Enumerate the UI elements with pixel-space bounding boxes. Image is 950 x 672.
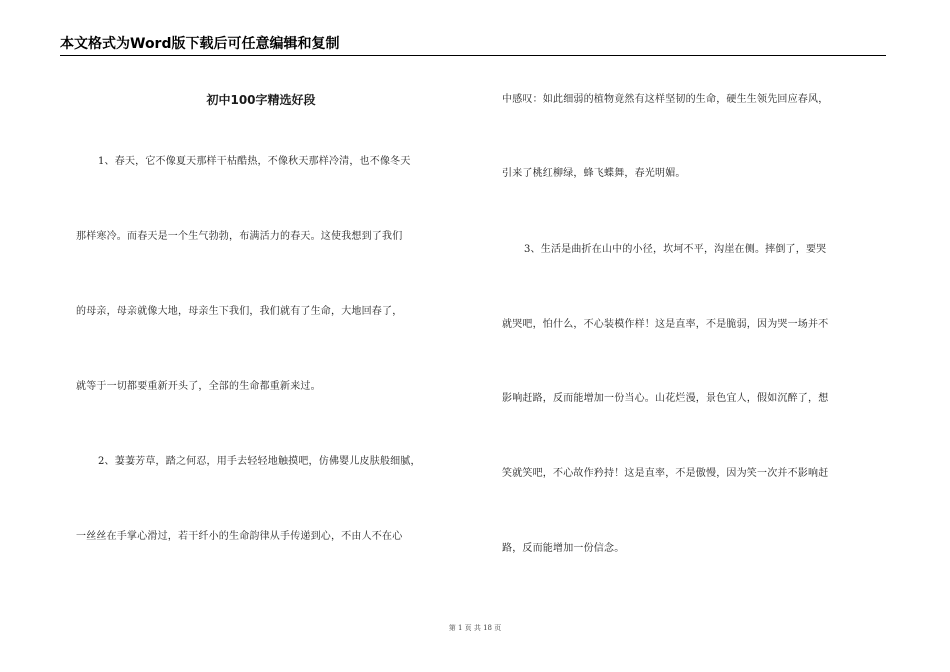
right-paragraph-line: 路，反而能增加一份信念。 [502,543,625,554]
document-title: 初中100字精选好段 [206,93,316,107]
left-paragraph-line: 的母亲，母亲就像大地，母亲生下我们，我们就有了生命，大地回春了， [76,306,403,317]
right-paragraph-line: 影响赶路，反而能增加一份当心。山花烂漫，景色宜人，假如沉醉了，想 [502,393,829,404]
header-text: 本文格式为Word版下载后可任意编辑和复制 [60,36,340,52]
right-paragraph-line: 中感叹：如此细弱的植物竟然有这样坚韧的生命，硬生生领先回应春风， [502,94,829,105]
right-paragraph-line: 笑就笑吧，不心故作矜持！这是直率，不是傲慢，因为笑一次并不影响赶 [502,468,829,479]
left-paragraph-line: 那样寒冷。而春天是一个生气勃勃，布满活力的春天。这使我想到了我们 [76,231,403,242]
document-header [60,33,886,56]
left-paragraph-line: 2、萋萋芳草，踏之何忍，用手去轻轻地触摸吧，仿佛婴儿皮肤般细腻， [98,456,421,467]
right-paragraph-line: 3、生活是曲折在山中的小径，坎坷不平，沟崖在侧。摔倒了，要哭 [524,244,827,255]
right-paragraph-line: 就哭吧，怕什么，不心装模作样！这是直率，不是脆弱，因为哭一场并不 [502,319,829,330]
left-paragraph-line: 1、春天，它不像夏天那样干枯酷热，不像秋天那样冷清，也不像冬天 [98,156,411,167]
left-paragraph-line: 一丝丝在手掌心滑过，若干纤小的生命韵律从手传递到心，不由人不在心 [76,531,403,542]
right-paragraph-line: 引来了桃红柳绿，蜂飞蝶舞，春光明媚。 [502,168,686,179]
page-number: 第 1 页 共 18 页 [448,624,502,632]
left-paragraph-line: 就等于一切都要重新开头了，全部的生命都重新来过。 [76,381,321,392]
